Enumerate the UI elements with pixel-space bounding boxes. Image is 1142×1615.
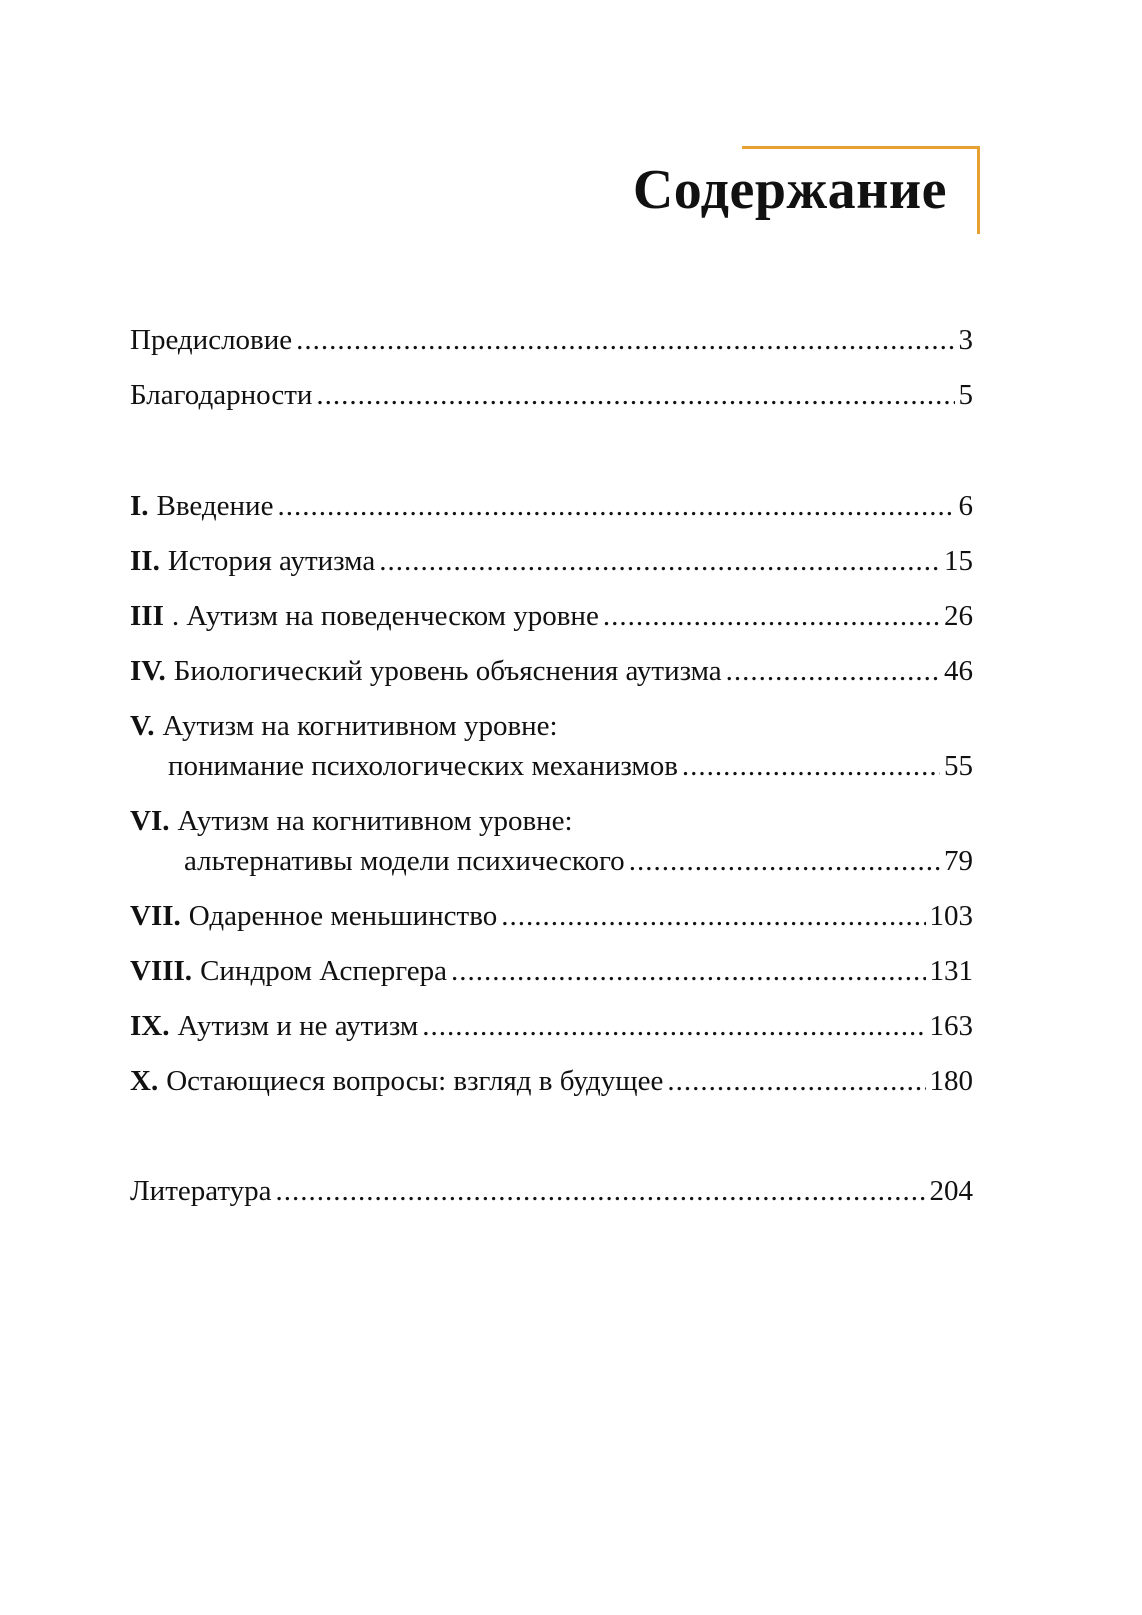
toc-entry-numeral: III: [130, 600, 164, 632]
accent-bracket-top: [742, 146, 980, 149]
toc-entry-title: Введение: [156, 490, 274, 522]
dot-leader: [277, 488, 954, 524]
toc-entry-page: 131: [929, 955, 973, 987]
toc-entry-numeral: II.: [130, 545, 160, 577]
toc-entry-numeral: V.: [130, 710, 155, 742]
toc-entry-page: 5: [958, 379, 973, 411]
accent-bracket-side: [977, 146, 980, 234]
toc-entry[interactable]: [130, 322, 973, 358]
toc-entry-page: 103: [929, 900, 973, 932]
dot-leader: [316, 377, 954, 413]
toc-entry-numeral: IX.: [130, 1010, 170, 1042]
dot-leader: [501, 898, 925, 934]
dot-leader: [276, 1173, 926, 1209]
toc-entry-title: Аутизм и не аутизм: [177, 1010, 419, 1042]
toc-entry[interactable]: [130, 1008, 973, 1044]
toc-entry-title: Биологический уровень объяснения аутизма: [173, 655, 722, 687]
toc-entry-title: Аутизм на когнитивном уровне:: [177, 805, 573, 837]
toc-entry[interactable]: [130, 708, 973, 784]
toc-entry-page: 26: [944, 600, 973, 632]
dot-leader: [682, 748, 940, 784]
toc-entry[interactable]: [130, 488, 973, 524]
toc-entry-page: 55: [944, 750, 973, 782]
toc-entry[interactable]: [130, 1173, 973, 1209]
page-title: Содержание: [632, 159, 947, 221]
toc-entry[interactable]: [130, 598, 973, 634]
toc-entry-numeral: X.: [130, 1065, 159, 1097]
toc-entry-page: 163: [929, 1010, 973, 1042]
toc-entry-title: История аутизма: [167, 545, 376, 577]
toc-entry-page: 180: [929, 1065, 973, 1097]
dot-leader: [629, 843, 940, 879]
toc-entry-numeral: I.: [130, 490, 149, 522]
toc-entry[interactable]: [130, 1063, 973, 1099]
toc-entry[interactable]: [130, 803, 973, 879]
toc-entry-title: Благодарности: [130, 379, 313, 411]
toc-entry-page: 79: [944, 845, 973, 877]
dot-leader: [379, 543, 940, 579]
dot-leader: [451, 953, 926, 989]
toc-entry-page: 15: [944, 545, 973, 577]
toc-entry-title: Синдром Аспергера: [200, 955, 447, 987]
toc-entry[interactable]: [130, 653, 973, 689]
toc-entry[interactable]: [130, 898, 973, 934]
toc-entry-title: Остающиеся вопросы: взгляд в будущее: [166, 1065, 664, 1097]
toc-entry[interactable]: [130, 543, 973, 579]
dot-leader: [422, 1008, 925, 1044]
toc-entry-title: Одаренное меньшинство: [188, 900, 498, 932]
toc-entry-title: . Аутизм на поведенческом уровне: [171, 600, 599, 632]
toc-entry-page: 46: [944, 655, 973, 687]
dot-leader: [667, 1063, 925, 1099]
toc-entry-numeral: VIII.: [130, 955, 193, 987]
toc-entry-numeral: VII.: [130, 900, 181, 932]
toc-entry-page: 3: [958, 324, 973, 356]
toc-entry-numeral: IV.: [130, 655, 166, 687]
dot-leader: [603, 598, 940, 634]
toc-entry-title: Предисловие: [130, 324, 293, 356]
toc-entry-numeral: VI.: [130, 805, 170, 837]
toc-entry[interactable]: [130, 953, 973, 989]
dot-leader: [296, 322, 954, 358]
toc-entry-title-continued: альтернативы модели психического: [184, 845, 625, 877]
toc-entry-page: 204: [929, 1175, 973, 1207]
dot-leader: [726, 653, 940, 689]
toc-entry-title-continued: понимание психологических механизмов: [168, 750, 678, 782]
toc-entry-page: 6: [958, 490, 973, 522]
toc-entry[interactable]: [130, 377, 973, 413]
toc-entry-title: Аутизм на когнитивном уровне:: [162, 710, 558, 742]
toc-entry-title: Литература: [130, 1175, 272, 1207]
